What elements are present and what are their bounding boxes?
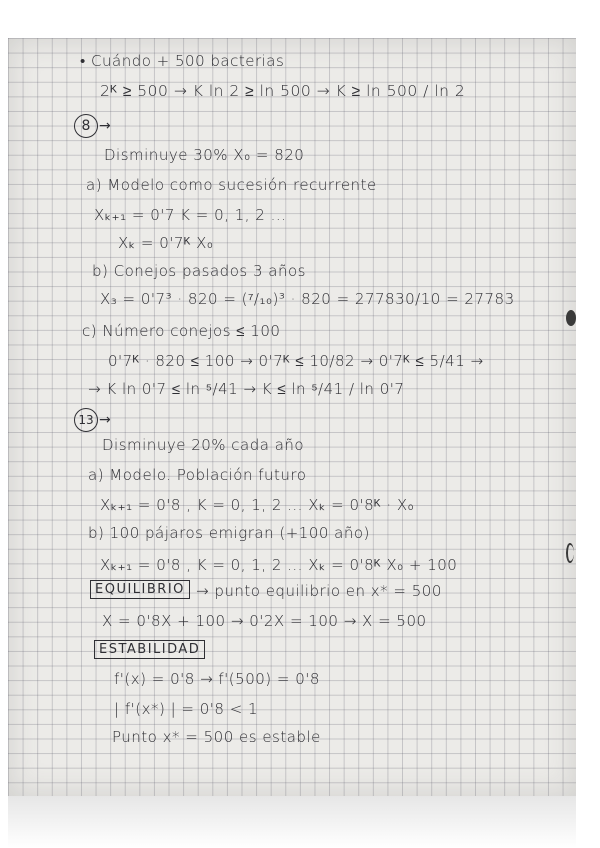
page-bottom-shadow <box>8 796 576 848</box>
estabilidad-box: ESTABILIDAD <box>94 640 205 659</box>
note-line-3: Disminuye 30% X₀ = 820 <box>104 146 305 164</box>
binder-hole-1 <box>566 310 576 326</box>
note-line-11: → K ln 0'7 ≤ ln ⁵/41 → K ≤ ln ⁵/41 / ln 0'7 <box>88 380 405 398</box>
note-line-12: Disminuye 20% cada año <box>102 436 305 454</box>
note-line-6: Xₖ = 0'7ᴷ X₀ <box>118 234 214 252</box>
question-13-arrow: → <box>99 412 111 428</box>
note-line-21: Punto x* = 500 es estable <box>112 728 321 746</box>
note-line-20: | f'(x*) | = 0'8 < 1 <box>114 700 259 718</box>
note-line-5: Xₖ₊₁ = 0'7 K = 0, 1, 2 ... <box>94 206 287 224</box>
equilibrio-box: EQUILIBRIO <box>90 580 190 599</box>
binder-hole-2 <box>566 543 574 563</box>
note-line-4: a) Modelo como sucesión recurrente <box>86 176 377 194</box>
note-line-15: b) 100 pájaros emigran (+100 año) <box>88 524 370 542</box>
note-line-1: • Cuándo + 500 bacterias <box>80 52 285 70</box>
note-line-16: Xₖ₊₁ = 0'8 , K = 0, 1, 2 ... Xₖ = 0'8ᴷ X₀ + 100 <box>100 556 458 574</box>
note-line-13: a) Modelo. Población futuro <box>88 466 307 484</box>
note-line-14: Xₖ₊₁ = 0'8 , K = 0, 1, 2 ... Xₖ = 0'8ᴷ · X₀ <box>100 496 415 514</box>
note-line-9: c) Número conejos ≤ 100 <box>82 322 281 340</box>
note-line-18: X = 0'8X + 100 → 0'2X = 100 → X = 500 <box>102 612 427 630</box>
question-8-arrow: → <box>99 118 111 134</box>
note-line-17: → punto equilibrio en x* = 500 <box>196 582 442 600</box>
question-13-marker: 13 <box>74 408 98 432</box>
note-line-7: b) Conejos pasados 3 años <box>92 262 306 280</box>
note-line-2: 2ᴷ ≥ 500 → K ln 2 ≥ ln 500 → K ≥ ln 500 / ln 2 <box>100 82 466 100</box>
note-line-8: X₃ = 0'7³ · 820 = (⁷/₁₀)³ · 820 = 277830/10 = 27783 <box>100 290 515 308</box>
note-line-19: f'(x) = 0'8 → f'(500) = 0'8 <box>114 670 320 688</box>
question-8-marker: 8 <box>74 114 98 138</box>
note-line-10: 0'7ᴷ · 820 ≤ 100 → 0'7ᴷ ≤ 10/82 → 0'7ᴷ ≤ 5/41 → <box>108 352 484 370</box>
